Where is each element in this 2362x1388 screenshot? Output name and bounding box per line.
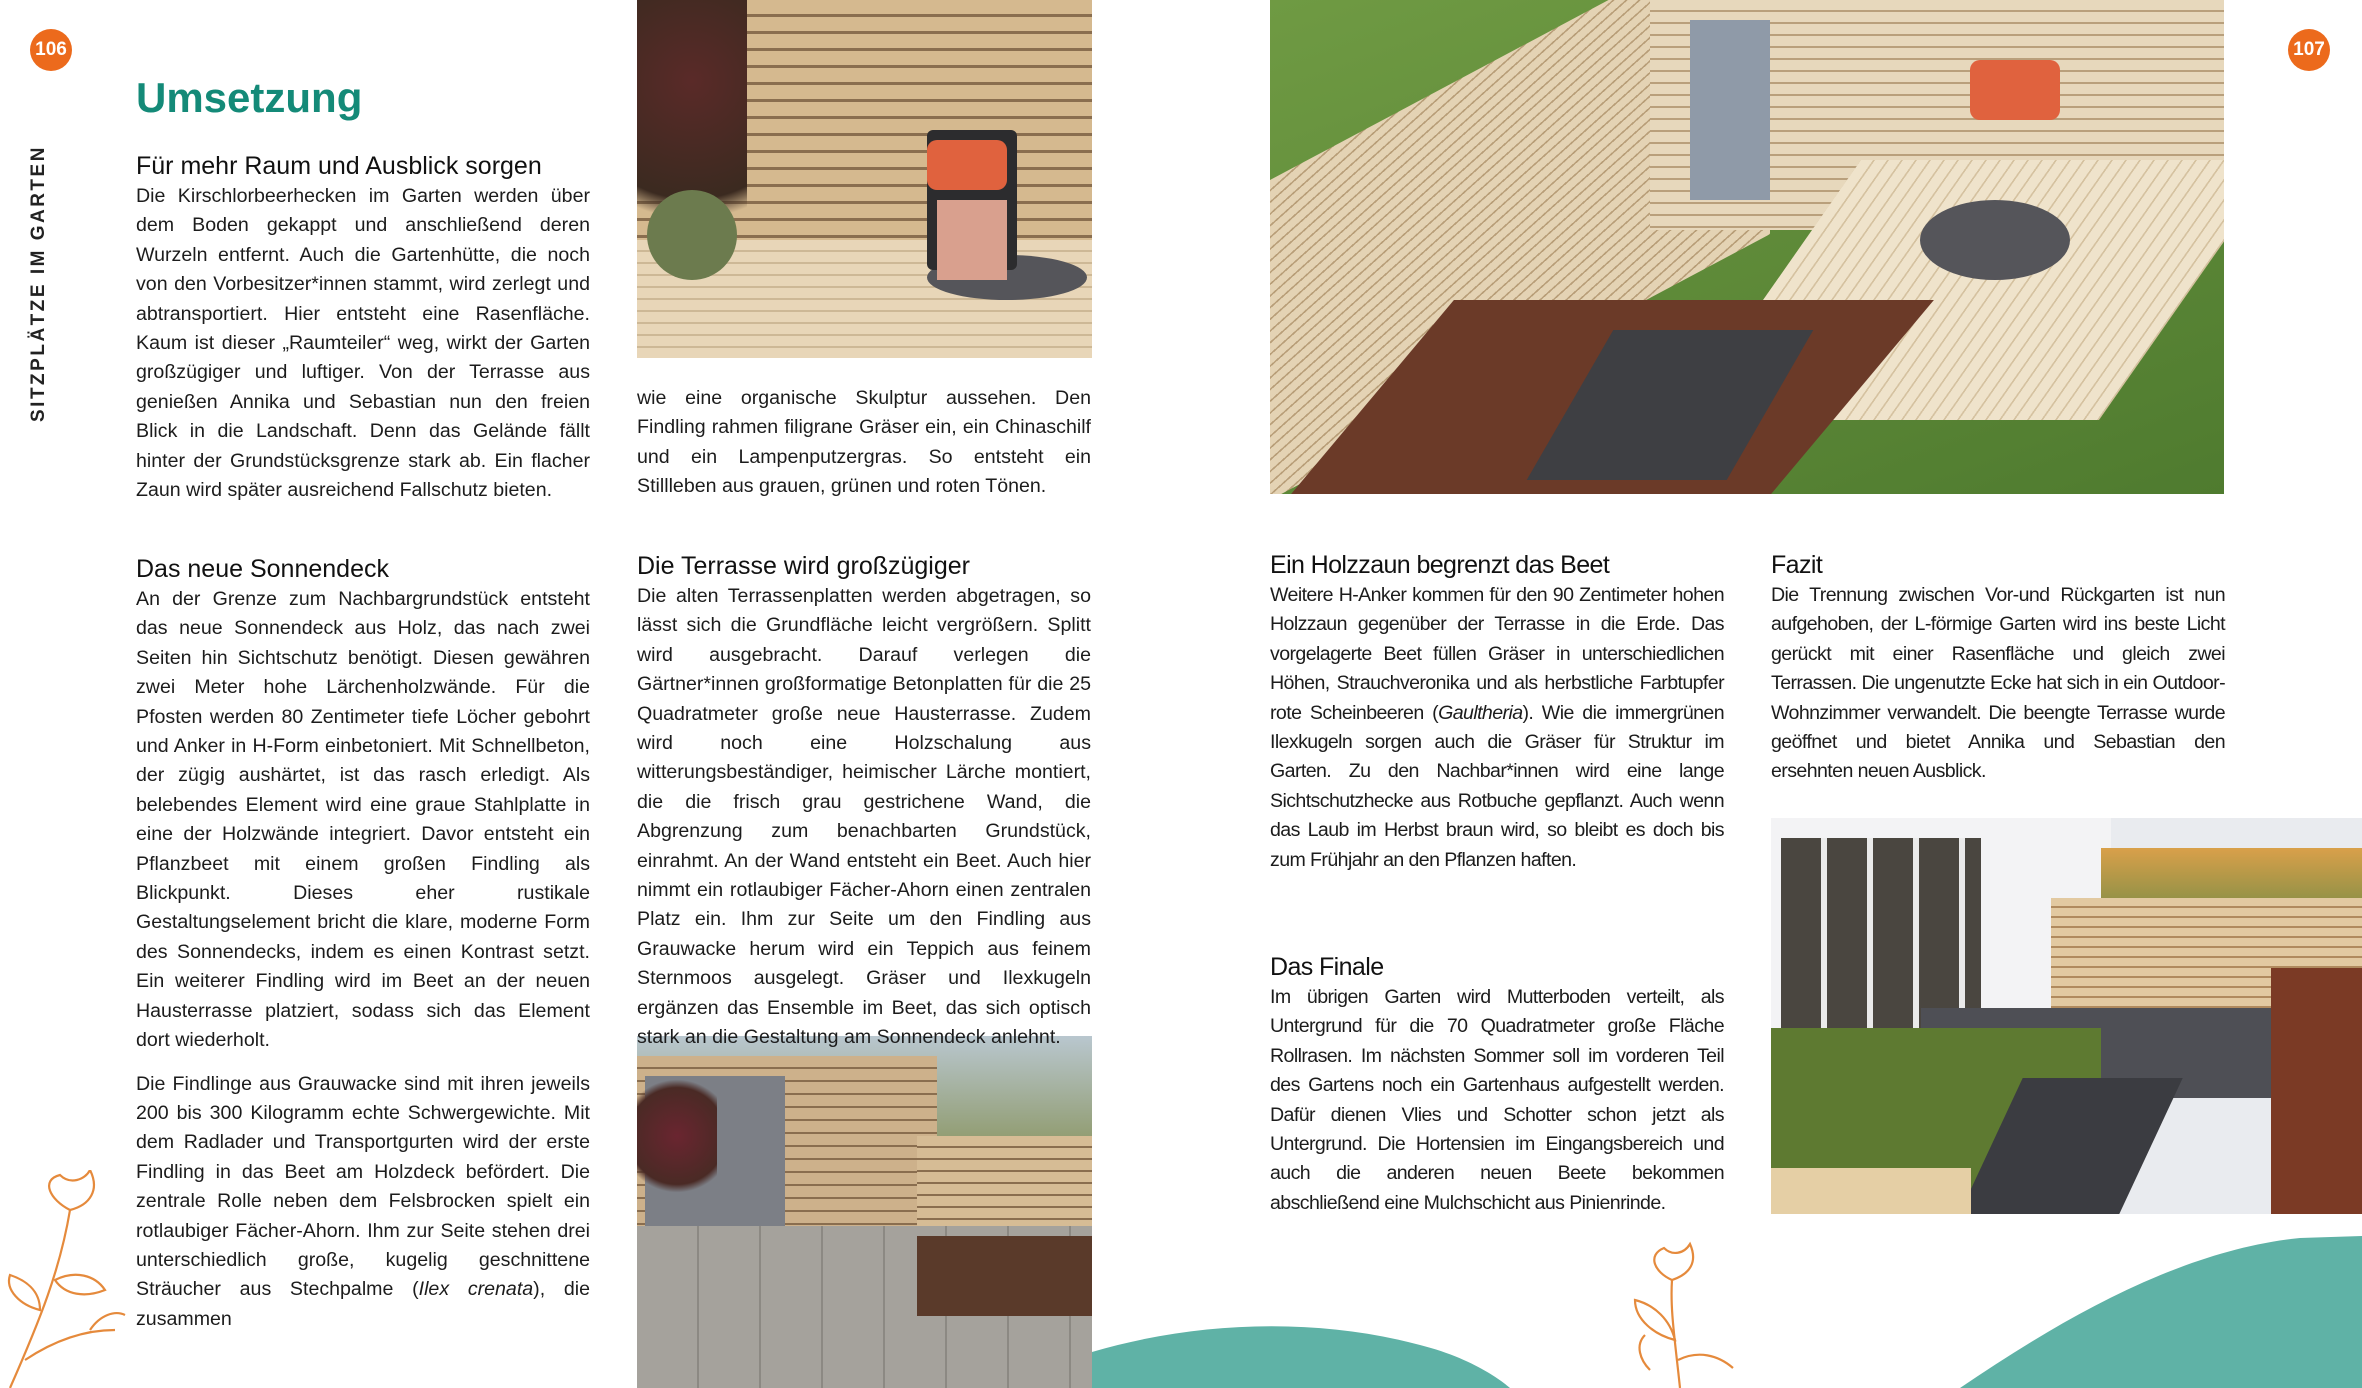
- italic-plant-name: Ilex crenata: [418, 1278, 534, 1301]
- section-label: SITZPLÄTZE IM GARTEN: [28, 145, 49, 422]
- paragraph-holzzaun: [1270, 581, 1724, 875]
- text-run: ). Wie die immergrünen Ilexkugeln sorgen auch die Gräser für Struktur im Garten. Zu den Nachbar*innen wird eine lange Sichtschutzhecke aus Rotbuche gepflanzt. Auch wenn das Laub im Herbst braun wird, so bleibt es doch bis zum Frühjahr an den Pflanzen haften.: [1270, 701, 1725, 871]
- heading-terrasse: Die Terrasse wird großzügiger: [637, 552, 970, 580]
- text-run: Weitere H-Anker kommen für den 90 Zentimeter hohen Holzzaun gegenüber der Terrasse in die Erde. Das vorgelagerte Beet füllen Gräser in unterschiedlichen Höhen, Strauchveronika und als herbstliche Farbtupfer rote Scheinbeeren (: [1270, 584, 1724, 724]
- heading-finale: Das Finale: [1270, 953, 1384, 981]
- text-run: ), die zusammen: [136, 1278, 590, 1330]
- column-4: [1771, 549, 2225, 801]
- heading-holzzaun: Ein Holzzaun begrenzt das Beet: [1270, 551, 1610, 579]
- photo-garden-overview: [1270, 0, 2224, 494]
- photo-sun-deck-lounge-chair: [637, 0, 1092, 358]
- flower-drawing-left: [0, 1170, 130, 1388]
- heading-mehr-raum: Für mehr Raum und Ausblick sorgen: [136, 152, 542, 180]
- page-title: Umsetzung: [136, 74, 363, 121]
- photo-terrace-bed: [637, 1036, 1092, 1388]
- column-1: [136, 150, 590, 519]
- heading-sonnendeck: Das neue Sonnendeck: [136, 555, 389, 583]
- paragraph-fazit: Die Trennung zwischen Vor-und Rückgarten ist nun aufgehoben, der L-förmige Garten wird ins beste Licht gerückt mit einer Rasenfläche und gleich zwei Terrassen. Die ungenutzte Ecke hat sich in ein Outdoor-Wohnzimmer verwandelt. Die beengte Terrasse wurde geöffnet und bietet Annika und Sebastian den ersehnten neuen Ausblick.: [1771, 584, 2225, 783]
- paragraph-continuation: wie eine organische Skulptur aussehen. Den Findling rahmen filigrane Gräser ein, ein Chinaschilf und ein Lampenputzergras. So entsteht ein Stillleben aus grauen, grünen und roten Tönen.: [637, 387, 1091, 498]
- page-number-left: 106: [30, 29, 72, 71]
- photo-house-terrace: [1771, 818, 2362, 1214]
- heading-fazit: Fazit: [1771, 551, 1823, 579]
- italic-plant-name: Gaultheria: [1438, 701, 1523, 724]
- column-1-lower: [136, 553, 590, 1348]
- text-run: Die Findlinge aus Grauwacke sind mit ihren jeweils 200 bis 300 Kilogramm echte Schwergewichte. Mit dem Radlader und Transportgurten wird der erste Findling in das Beet am Holzdeck befördert. Die zentrale Rolle neben dem Felsbrocken spielt ein rotlaubiger Fächer-Ahorn. Ihm zur Seite stehen drei unterschiedlich große, kugelig geschnittene Sträucher aus Stechpalme (: [136, 1072, 590, 1301]
- flower-drawing-center: [1620, 1240, 1740, 1388]
- column-3: [1270, 549, 1724, 889]
- paragraph-mehr-raum: Die Kirschlorbeerhecken im Garten werden über dem Boden gekappt und anschließend deren Wurzeln entfernt. Auch die Gartenhütte, die noch von den Vorbesitzer*innen stammt, wird zerlegt und abtransportiert. Hier entsteht eine Rasenfläche. Kaum ist dieser „Raumteiler“ weg, wirkt der Garten großzügiger und luftiger. Von der Terrasse aus genießen Annika und Sebastian nun den freien Blick in die Landschaft. Denn das Gelände fällt hinter der Grundstücksgrenze stark ab. Ein flacher Zaun wird später ausreichend Fallschutz bieten.: [136, 185, 590, 502]
- paragraph-finale: Im übrigen Garten wird Mutterboden verteilt, als Untergrund für die 70 Quadratmeter große Fläche Rollrasen. Im nächsten Sommer soll im vorderen Teil des Gartens noch ein Gartenhaus aufgestellt werden. Dafür dienen Vlies und Schotter schon jetzt als Untergrund. Die Hortensien im Eingangsbereich und auch die anderen neuen Beete bekommen abschließend eine Mulchschicht aus Pinienrinde.: [1270, 986, 1724, 1214]
- paragraph-sonnendeck-1: An der Grenze zum Nachbargrundstück entsteht das neue Sonnendeck aus Holz, das nach zwei Seiten hin Sichtschutz benötigt. Diesen gewähren zwei Meter hohe Lärchenholzwände. Für die Pfosten werden 80 Zentimeter tiefe Löcher gebohrt und Anker in H-Form einbetoniert. Mit Schnellbeton, der zügig aushärtet, ist das rasch erledigt. Als belebendes Element wird eine graue Stahlplatte in eine der Holzwände integriert. Davor entsteht ein Pflanzbeet mit einem großen Findling als Blickpunkt. Dieses eher rustikale Gestaltungselement bricht die klare, moderne Form des Sonnendecks, indem es einen Kontrast setzt. Ein weiterer Findling wird im Beet an der neuen Hausterrasse platziert, sodass sich das Element dort wiederholt.: [136, 588, 590, 1052]
- column-2: [637, 384, 1091, 516]
- column-2-lower: [637, 550, 1091, 1067]
- page-number-right: 107: [2288, 29, 2330, 71]
- paragraph-terrasse: Die alten Terrassenplatten werden abgetragen, so lässt sich die Grundfläche leicht vergrößern. Splitt wird ausgebracht. Darauf verlegen die Gärtner*innen großformatige Betonplatten für die 25 Quadratmeter große neue Hausterrasse. Zudem wird noch eine Holzschalung aus witterungsbeständiger, heimischer Lärche montiert, die die frisch grau gestrichene Wand, die Abgrenzung zum benachbarten Grundstück, einrahmt. An der Wand entsteht ein Beet. Auch hier nimmt ein rotlaubiger Fächer-Ahorn einen zentralen Platz ein. Ihm zur Seite um den Findling aus Grauwacke herum wird ein Teppich aus feinem Sternmoos ausgelegt. Gräser und Ilexkugeln ergänzen das Ensemble im Beet, das sich optisch stark an die Gestaltung am Sonnendeck anlehnt.: [637, 585, 1091, 1049]
- paragraph-sonnendeck-2: [136, 1070, 590, 1335]
- column-3-lower: [1270, 951, 1724, 1232]
